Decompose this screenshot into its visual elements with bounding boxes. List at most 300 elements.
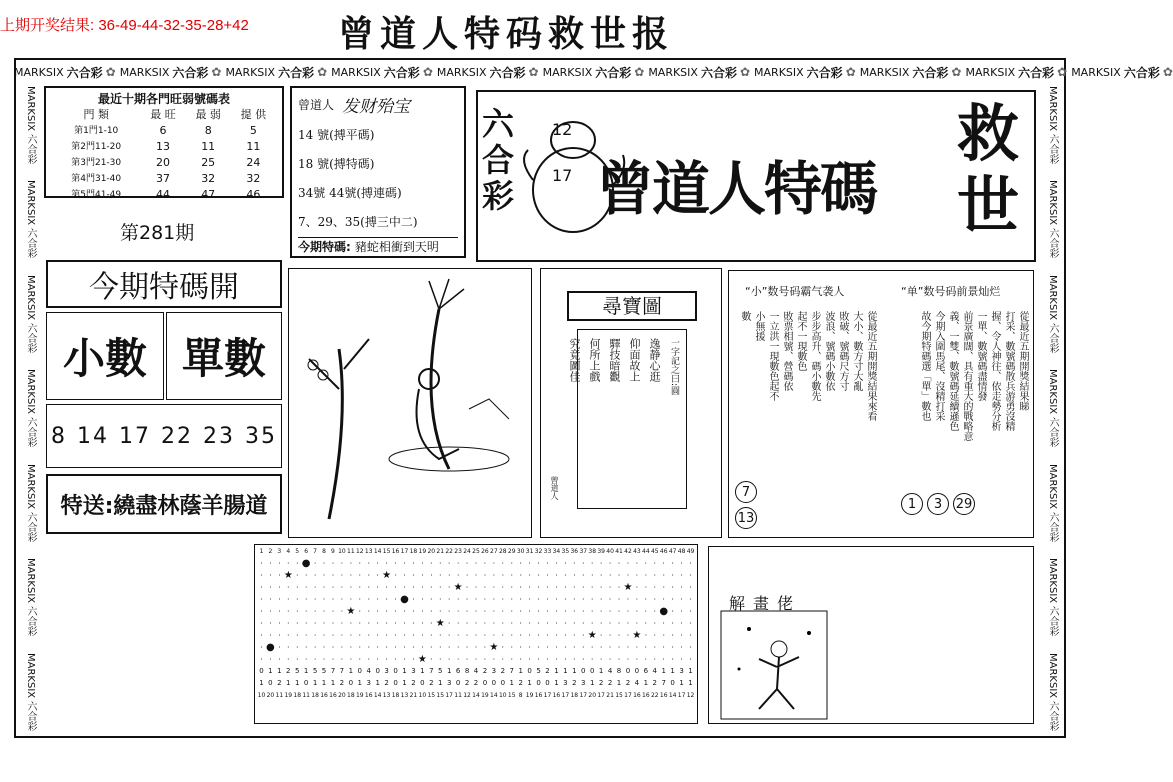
grid-dot: · xyxy=(608,642,612,652)
grid-dot: · xyxy=(430,618,433,628)
grid-cell: 11 xyxy=(454,691,462,699)
grid-cell: 1 xyxy=(670,667,675,675)
stats-panel xyxy=(44,86,284,201)
grid-dot: · xyxy=(581,594,585,604)
grid-dot: · xyxy=(617,582,621,592)
brand-vertical: MARKSIX 六合彩 xyxy=(1047,274,1058,354)
grid-dot: · xyxy=(680,630,683,640)
grid-dot: · xyxy=(456,642,460,652)
grid-dot: · xyxy=(662,570,665,580)
brand-six: 六合彩 xyxy=(700,65,737,80)
small-box xyxy=(46,312,164,400)
grid-dot: · xyxy=(608,606,612,616)
grid-dot: · xyxy=(403,618,406,628)
grid-dot: · xyxy=(295,654,299,664)
brand-mark: MARKSIX xyxy=(648,65,698,79)
grid-dot: · xyxy=(412,594,415,604)
grid-dot: · xyxy=(590,582,594,592)
poem-column: 敗破、號碼尺方寸 xyxy=(837,311,848,391)
grid-dot: · xyxy=(394,642,397,652)
grid-cell: 20 xyxy=(266,691,275,699)
grid-dot: · xyxy=(537,630,540,640)
grid-dot: · xyxy=(438,642,442,652)
grid-cell: 46 xyxy=(659,547,668,555)
grid-dot: · xyxy=(304,582,308,592)
grid-dot: · xyxy=(483,582,487,592)
grid-dot: · xyxy=(662,642,665,652)
poem-column: 從最近五期開獎結果睇 xyxy=(1017,311,1028,411)
grid-dot: · xyxy=(599,606,603,616)
grid-dot: · xyxy=(465,594,469,604)
grid-dot: · xyxy=(447,582,451,592)
brand-vertical: MARKSIX 六合彩 xyxy=(25,274,36,354)
grid-dot: · xyxy=(304,594,308,604)
fortune-heading: 发财殆宝 xyxy=(342,97,411,117)
grid-dot: · xyxy=(278,618,281,628)
grid-dot: · xyxy=(340,642,344,652)
grid-dot: · xyxy=(537,654,540,664)
grid-cell: 17 xyxy=(624,691,632,699)
grid-dot: · xyxy=(519,654,522,664)
grid-dot: · xyxy=(465,606,469,616)
grid-dot: · xyxy=(313,606,317,616)
grid-dot: · xyxy=(358,570,362,580)
grid-dot: · xyxy=(492,618,496,628)
grid-dot: · xyxy=(564,594,567,604)
grid-dot: · xyxy=(322,606,326,616)
grid-cell: 3 xyxy=(679,667,684,675)
grid-cell: 3 xyxy=(491,667,497,675)
grid-cell: 19 xyxy=(284,691,293,699)
table-cell: 第1門1-10 xyxy=(74,126,119,136)
hero-big-char: 世 xyxy=(956,169,1019,242)
grid-dot: · xyxy=(573,594,576,604)
table-cell: 25 xyxy=(201,156,216,169)
flower-icon: ✿ xyxy=(422,65,433,79)
grid-cell: 5 xyxy=(438,667,443,675)
grid-dot: · xyxy=(438,606,442,616)
grid-dot: · xyxy=(340,594,344,604)
grid-dot: · xyxy=(599,630,603,640)
grid-dot: · xyxy=(456,630,460,640)
grid-dot: · xyxy=(403,654,406,664)
grid-dot: · xyxy=(412,558,415,568)
brand-cell xyxy=(965,60,1067,84)
grid-cell: 1 xyxy=(518,667,523,675)
table-cell: 5 xyxy=(249,124,257,137)
grid-dot: · xyxy=(313,594,317,604)
grid-dot: · xyxy=(653,618,657,628)
stats-header: 門 類 xyxy=(83,108,109,121)
grid-cell: 0 xyxy=(393,679,398,687)
grid-dot: · xyxy=(287,558,290,568)
number-grid-panel xyxy=(254,544,698,724)
grid-dot: · xyxy=(510,594,514,604)
grid-dot: · xyxy=(394,654,397,664)
grid-cell: 4 xyxy=(473,667,479,675)
grid-dot: · xyxy=(573,630,576,640)
poem-column: 握、令人神往、依走勢分析 xyxy=(989,311,1000,431)
table-cell: 46 xyxy=(246,188,261,201)
grid-cell: 10 xyxy=(498,691,507,699)
grid-cell: 15 xyxy=(436,691,445,699)
grid-dot: · xyxy=(608,582,612,592)
grid-dot: · xyxy=(367,594,370,604)
grid-cell: 7 xyxy=(661,679,666,687)
grid-dot: · xyxy=(492,654,496,664)
brand-cell xyxy=(543,60,645,84)
grid-dot: · xyxy=(662,558,665,568)
grid-dot: · xyxy=(519,594,522,604)
grid-dot: · xyxy=(635,606,639,616)
treasure-title: 尋寶圖 xyxy=(567,291,697,321)
grid-cell: 12 xyxy=(463,691,471,699)
brand-cell xyxy=(14,60,116,84)
grid-cell: 2 xyxy=(411,679,416,687)
grid-cell: 10 xyxy=(418,691,427,699)
brand-six: 六合彩 xyxy=(383,65,420,80)
open-label: 今期特碼開 xyxy=(89,270,239,305)
grid-cell: 1 xyxy=(259,547,264,555)
grid-dot: · xyxy=(671,654,674,664)
grid-dot: · xyxy=(519,642,522,652)
grid-cell: 20 xyxy=(588,691,597,699)
grid-dot: · xyxy=(680,618,683,628)
grid-cell: 8 xyxy=(616,667,622,675)
grid-cell: 0 xyxy=(545,679,550,687)
grid-cell: 16 xyxy=(642,691,650,699)
grid-cell: 26 xyxy=(481,547,489,555)
sage-illustration-panel xyxy=(288,268,532,538)
grid-cell: 0 xyxy=(581,667,586,675)
grid-dot: · xyxy=(546,642,549,652)
grid-cell: 10 xyxy=(257,691,266,699)
flower-icon: ✿ xyxy=(1162,65,1173,79)
grid-dot: · xyxy=(474,618,478,628)
grid-cell: 36 xyxy=(570,547,579,555)
grid-dot: · xyxy=(456,618,460,628)
grid-dot: · xyxy=(617,630,621,640)
grid-cell: 5 xyxy=(536,667,541,675)
treasure-stamp: 曾道人 xyxy=(550,476,559,500)
gift-box xyxy=(46,474,282,534)
grid-cell: 1 xyxy=(643,679,649,687)
grid-dot: · xyxy=(626,558,630,568)
grid-cell: 1 xyxy=(321,679,327,687)
grid-dot: · xyxy=(394,582,397,592)
grid-dot: · xyxy=(590,570,594,580)
grid-cell: 18 xyxy=(293,691,302,699)
special-number: 23 xyxy=(203,423,235,449)
brand-mark: MARKSIX xyxy=(542,65,593,79)
grid-dot: · xyxy=(492,606,496,616)
grid-dot: · xyxy=(278,558,281,568)
grid-dot: · xyxy=(671,594,674,604)
liuhecai-char: 彩 xyxy=(482,177,515,215)
grid-dot: · xyxy=(573,606,576,616)
grid-cell: 7 xyxy=(339,667,345,675)
grid-dot: · xyxy=(626,654,630,664)
grid-dot: · xyxy=(465,582,469,592)
grid-dot: · xyxy=(349,654,353,664)
grid-dot: · xyxy=(546,630,549,640)
grid-cell: 21 xyxy=(436,547,445,555)
grid-dot: · xyxy=(528,558,531,568)
grid-cell: 3 xyxy=(446,679,452,687)
grid-dot: · xyxy=(573,654,576,664)
grid-cell: 0 xyxy=(491,679,497,687)
grid-dot: · xyxy=(412,654,415,664)
grid-dot: · xyxy=(260,630,263,640)
grid-dot-row xyxy=(257,581,695,593)
grid-cell: 19 xyxy=(418,547,427,555)
grid-dot: · xyxy=(421,582,424,592)
grid-dot: · xyxy=(260,654,263,664)
table-cell: 32 xyxy=(201,172,216,185)
grid-dot: ● xyxy=(659,605,669,617)
grid-dot: · xyxy=(412,582,415,592)
issue-number: 第281期 xyxy=(120,222,195,244)
grid-dot: · xyxy=(537,582,540,592)
grid-dot: · xyxy=(278,570,281,580)
grid-cell: 12 xyxy=(686,691,695,699)
grid-dot: · xyxy=(644,558,648,568)
table-row xyxy=(52,155,276,171)
grid-cell: 25 xyxy=(472,547,480,555)
grid-dot: ★ xyxy=(623,581,633,593)
grid-dot: · xyxy=(608,654,612,664)
gift-text: 特送:繞盡林蔭羊腸道 xyxy=(60,493,268,519)
grid-cell: 8 xyxy=(322,547,326,555)
grid-cell: 0 xyxy=(625,667,631,675)
flower-icon: ✿ xyxy=(1057,65,1068,79)
table-cell: 8 xyxy=(204,124,212,137)
table-cell: 11 xyxy=(201,140,216,153)
grid-cell: 29 xyxy=(507,547,516,555)
grid-dot: · xyxy=(644,606,648,616)
grid-cell: 1 xyxy=(259,679,264,687)
grid-dot: · xyxy=(564,618,567,628)
grid-dot: · xyxy=(278,630,281,640)
grid-cell: 4 xyxy=(286,547,291,555)
grid-cell: 1 xyxy=(688,679,693,687)
grid-dot: · xyxy=(644,582,648,592)
poem-column: 敗票相號、營碼依 xyxy=(781,311,792,391)
stats-table xyxy=(52,107,276,203)
brand-vertical: MARKSIX 六合彩 xyxy=(1047,180,1058,259)
brand-mark: MARKSIX xyxy=(754,65,804,79)
grid-dot: · xyxy=(385,654,388,664)
grid-cell: 0 xyxy=(482,679,488,687)
grid-cell: 48 xyxy=(677,547,686,555)
grid-dot: · xyxy=(581,642,585,652)
grid-dot: · xyxy=(644,618,648,628)
grid-dot: · xyxy=(653,594,657,604)
grid-dot: · xyxy=(564,654,567,664)
grid-row-c xyxy=(257,689,695,701)
grid-cell: 0 xyxy=(500,679,506,687)
grid-cell: 1 xyxy=(572,667,577,675)
grid-dot: · xyxy=(421,570,424,580)
grid-dot: · xyxy=(680,570,683,580)
treasure-verses xyxy=(566,338,662,500)
poem-column: 今期入圍馬尾、沒精打采 xyxy=(933,311,944,421)
stats-header: 提 供 xyxy=(240,108,267,121)
grid-dot: · xyxy=(278,582,281,592)
grid-cell: 20 xyxy=(427,547,436,555)
grid-dot: ● xyxy=(266,641,275,653)
grid-cell: 7 xyxy=(313,547,317,555)
grid-dot: · xyxy=(421,606,424,616)
grid-cell: 49 xyxy=(686,547,695,555)
grid-cell: 44 xyxy=(642,547,650,555)
hero-big-char: 救 xyxy=(956,97,1019,170)
grid-cell: 39 xyxy=(597,547,605,555)
fortune-line: 18 號(搏特碼) xyxy=(298,157,375,171)
grid-dot: · xyxy=(635,594,639,604)
grid-dot: ● xyxy=(400,593,409,605)
grid-dot: · xyxy=(456,654,460,664)
grid-dot: · xyxy=(376,618,379,628)
small-poem-title: “小”数号码霸气袭人 xyxy=(745,285,845,298)
grid-dot: · xyxy=(313,558,317,568)
grid-dot: · xyxy=(608,618,612,628)
grid-dot: · xyxy=(430,654,433,664)
grid-dot: · xyxy=(653,558,657,568)
grid-dot: · xyxy=(412,570,415,580)
grid-dot: · xyxy=(430,594,433,604)
grid-cell: 32 xyxy=(534,547,543,555)
grid-dot: · xyxy=(590,594,594,604)
brand-cell xyxy=(331,60,433,84)
brand-strip-left xyxy=(18,86,38,731)
grid-dot: · xyxy=(581,630,585,640)
grid-dot: · xyxy=(349,570,353,580)
grid-cell: 1 xyxy=(330,679,336,687)
grid-cell: 3 xyxy=(563,679,568,687)
grid-dot: · xyxy=(510,618,514,628)
brand-vertical: MARKSIX 六合彩 xyxy=(1047,86,1058,165)
grid-dot: · xyxy=(412,618,415,628)
grid-dot: · xyxy=(573,642,576,652)
grid-cell: 1 xyxy=(554,679,559,687)
grid-dot: · xyxy=(689,618,692,628)
grid-dot: · xyxy=(635,558,639,568)
table-row xyxy=(52,187,276,203)
table-cell: 32 xyxy=(246,172,261,185)
grid-dot: · xyxy=(617,558,621,568)
grid-cell: 14 xyxy=(373,547,382,555)
grid-dot: · xyxy=(537,642,540,652)
grid-dot: · xyxy=(287,630,290,640)
fortune-line: 14 號(搏平碼) xyxy=(298,128,375,142)
grid-cell: 15 xyxy=(382,547,391,555)
grid-dot: · xyxy=(492,582,496,592)
grid-dot: · xyxy=(340,606,344,616)
grid-dot: · xyxy=(528,630,531,640)
grid-dot: · xyxy=(599,618,603,628)
grid-dot: · xyxy=(546,654,549,664)
grid-cell: 1 xyxy=(598,667,604,675)
grid-dot: · xyxy=(447,594,451,604)
grid-dot: · xyxy=(358,606,362,616)
grid-dot: · xyxy=(367,558,370,568)
flower-icon: ✿ xyxy=(211,65,222,79)
fortune-lines xyxy=(298,121,458,237)
special-numbers xyxy=(46,404,282,468)
grid-dot: · xyxy=(528,570,531,580)
grid-dot: · xyxy=(555,570,558,580)
grid-dot: · xyxy=(331,606,335,616)
grid-dot: · xyxy=(376,630,379,640)
grid-dot: · xyxy=(617,594,621,604)
special-number: 22 xyxy=(161,423,193,449)
grid-dot: · xyxy=(519,558,522,568)
grid-dot: · xyxy=(438,654,442,664)
grid-dot: · xyxy=(430,642,433,652)
grid-cell: 17 xyxy=(579,691,588,699)
grid-cell: 0 xyxy=(589,667,595,675)
grid-dot: · xyxy=(421,618,424,628)
poem-column: 前景廣闊、具有重大的戰略意 xyxy=(961,311,972,441)
grid-dot: · xyxy=(438,582,442,592)
grid-dot: · xyxy=(394,594,397,604)
grid-cell: 1 xyxy=(375,679,380,687)
poem-panel xyxy=(728,270,1034,538)
grid-dot: · xyxy=(519,582,522,592)
brand-six: 六合彩 xyxy=(912,65,949,80)
table-cell: 47 xyxy=(201,188,216,201)
grid-dot: · xyxy=(644,594,648,604)
grid-dot: · xyxy=(385,618,388,628)
grid-cell: 18 xyxy=(570,691,579,699)
grid-dot: · xyxy=(385,594,388,604)
grid-dot: · xyxy=(599,654,603,664)
grid-cell: 0 xyxy=(375,667,380,675)
grid-dot: · xyxy=(564,558,567,568)
grid-cell: 15 xyxy=(615,691,623,699)
brand-cell xyxy=(120,60,222,84)
grid-dot: · xyxy=(590,558,594,568)
grid-dot: · xyxy=(644,570,648,580)
grid-dot: · xyxy=(322,642,326,652)
grid-dot: · xyxy=(689,558,692,568)
grid-cell: 16 xyxy=(534,691,543,699)
grid-dot: · xyxy=(680,654,683,664)
grid-dot: · xyxy=(430,606,433,616)
small-poem-columns xyxy=(737,311,877,511)
grid-dot: · xyxy=(304,654,308,664)
grid-dot: · xyxy=(501,618,505,628)
grid-dot: · xyxy=(465,570,469,580)
grid-dot: · xyxy=(662,582,665,592)
grid-dot: · xyxy=(581,582,585,592)
grid-dot: · xyxy=(295,630,299,640)
grid-dot: · xyxy=(626,594,630,604)
brand-mark: MARKSIX xyxy=(859,65,910,79)
grid-cell: 7 xyxy=(330,667,336,675)
grid-cell: 22 xyxy=(650,691,659,699)
grid-cell: 1 xyxy=(420,667,425,675)
grid-dot: · xyxy=(349,582,353,592)
grid-dot: · xyxy=(367,582,370,592)
grid-cell: 34 xyxy=(552,547,561,555)
grid-cell: 16 xyxy=(633,691,641,699)
grid-cell: 16 xyxy=(659,691,668,699)
grid-cell: 2 xyxy=(625,679,631,687)
fortune-author: 曾道人 xyxy=(298,98,335,112)
grid-dot: · xyxy=(331,570,335,580)
